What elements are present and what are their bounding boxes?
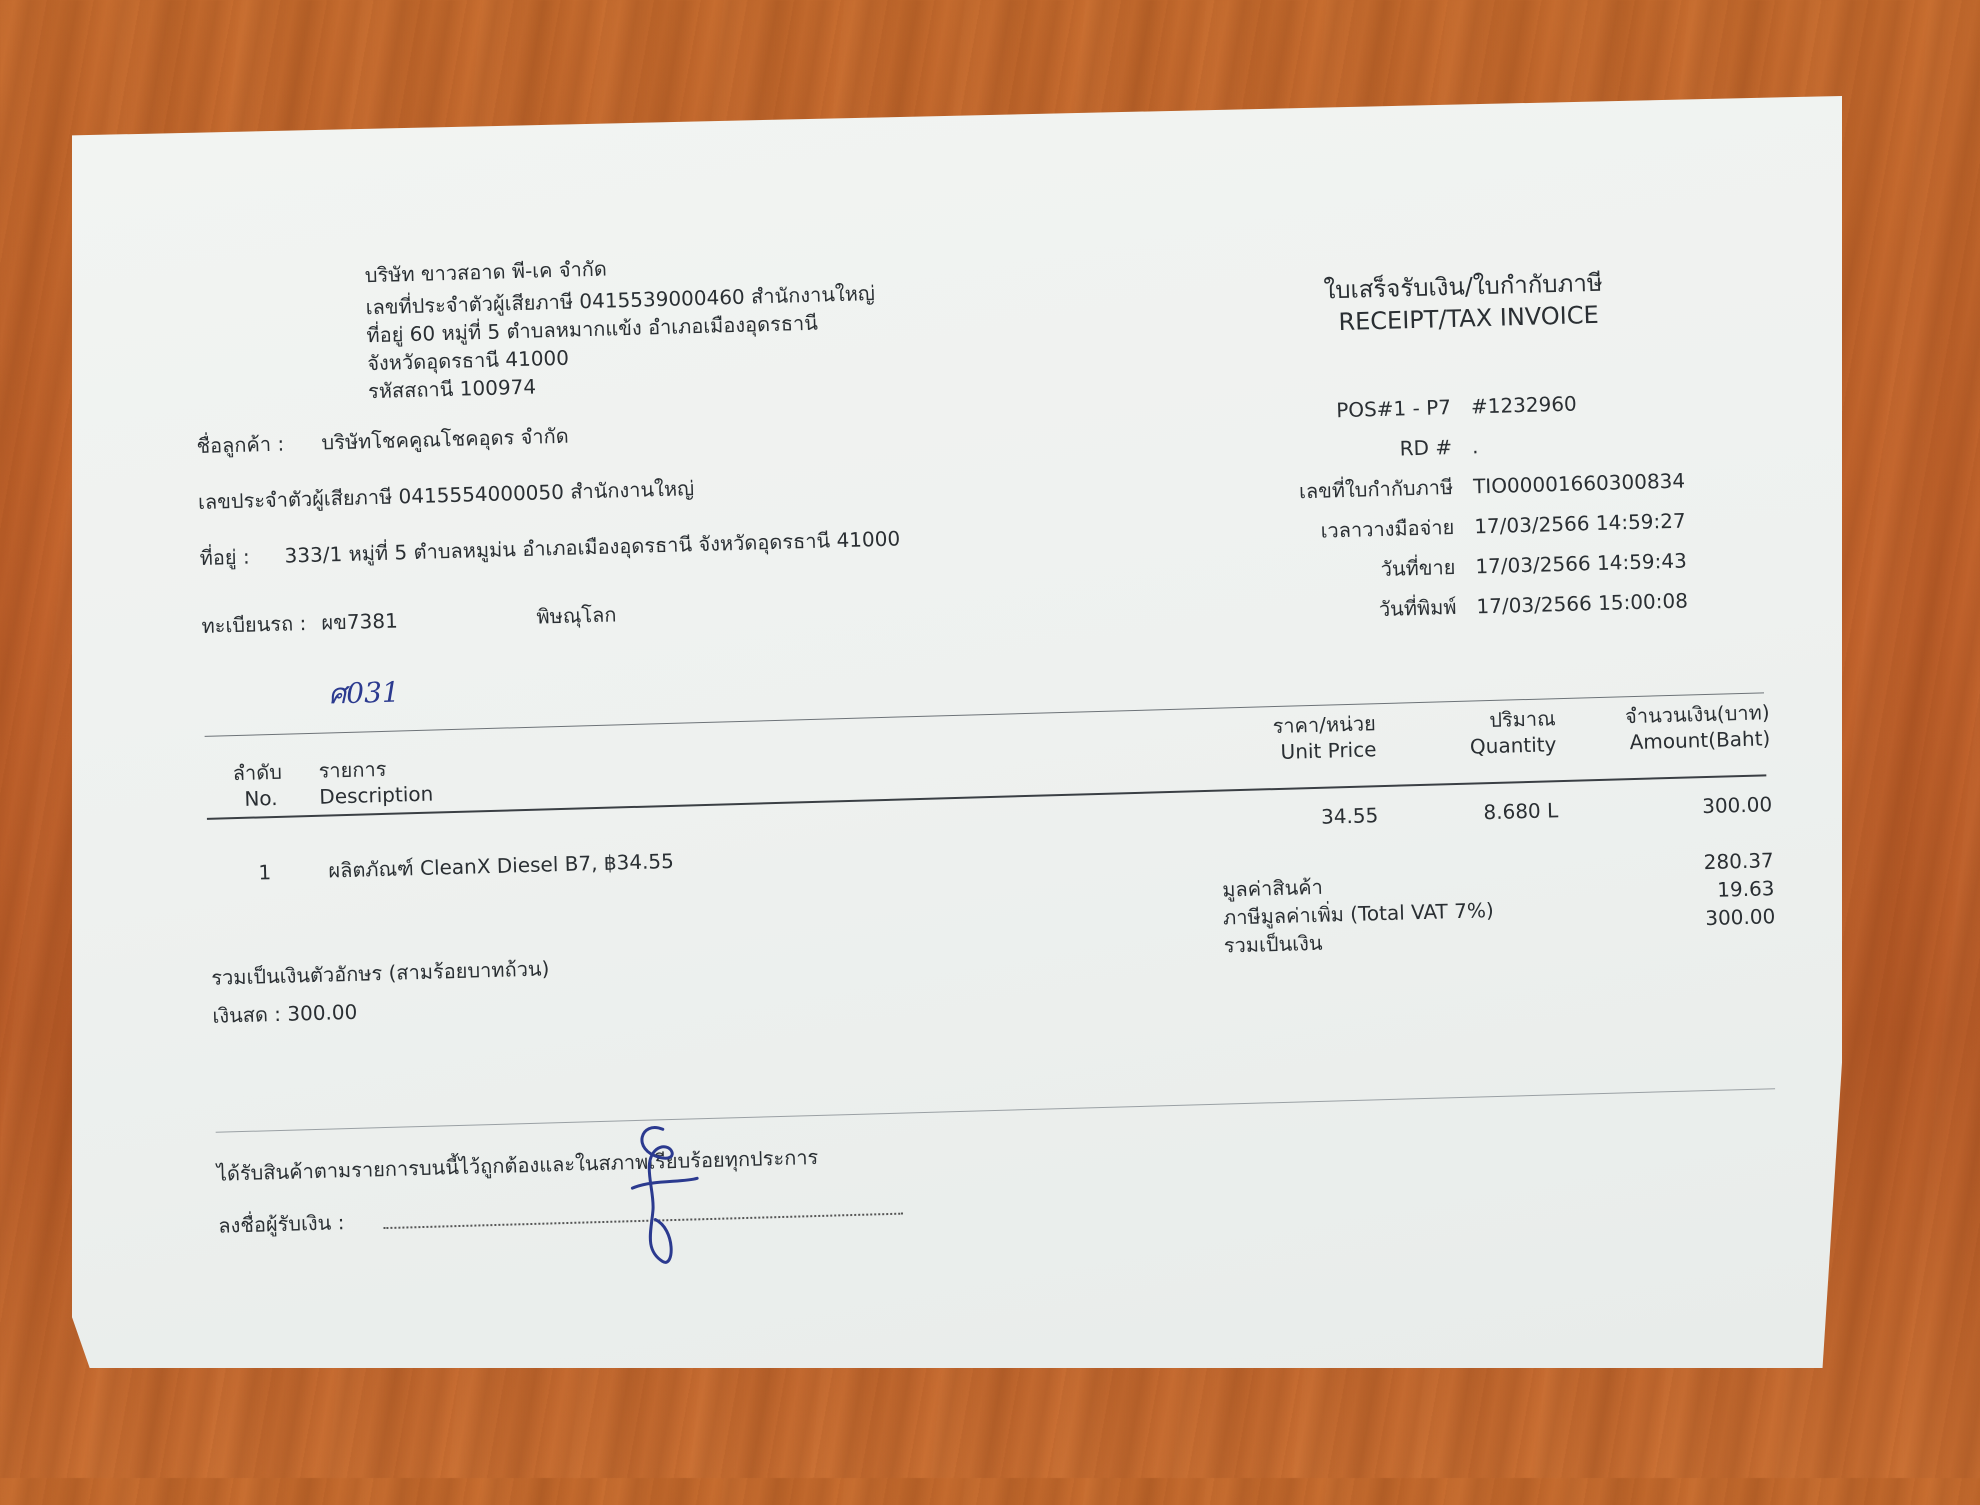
signature-mark (600, 1108, 714, 1271)
pos-value: #1232960 (1470, 391, 1578, 419)
amount-in-words: รวมเป็นเงินตัวอักษร (สามร้อยบาทถ้วน) (211, 956, 550, 990)
company-address-line2: จังหวัดอุดรธานี 41000 (366, 345, 570, 376)
pos-label: POS#1 - P7 (1335, 395, 1452, 423)
receipt-confirm-text: ได้รับสินค้าตามรายการบนนี้ไว้ถูกต้องและในสภาพเรียบร้อยทุกประการ (216, 1144, 819, 1186)
header-amount-th: จำนวนเงิน(บาท) (1624, 700, 1770, 729)
header-qty-th: ปริมาณ (1488, 706, 1556, 733)
row-amount: 300.00 (1701, 792, 1773, 819)
nozzle-time-label: เวลาวางมือจ่าย (1320, 514, 1455, 543)
header-no-th: ลำดับ (232, 759, 283, 786)
customer-name: บริษัทโชคคูณโชคอุดร จำกัด (321, 423, 569, 455)
doc-title-english: RECEIPT/TAX INVOICE (1338, 300, 1600, 337)
customer-address-label: ที่อยู่ : (199, 544, 250, 570)
print-date-label: วันที่พิมพ์ (1378, 594, 1457, 622)
customer-tax-id: เลขประจำตัวผู้เสียภาษี 0415554000050 สำนักงานใหญ่ (197, 476, 695, 515)
header-no-en: No. (244, 785, 278, 811)
header-price-en: Unit Price (1280, 737, 1377, 764)
sale-date-label: วันที่ขาย (1380, 554, 1456, 582)
header-amount-en: Amount(Baht) (1629, 726, 1771, 755)
signature-label: ลงชื่อผู้รับเงิน : (217, 1210, 345, 1238)
doc-title-thai: ใบเสร็จรับเงิน/ใบกำกับภาษี (1323, 268, 1604, 305)
company-tax-id: เลขที่ประจำตัวผู้เสียภาษี 0415539000460 สำนักงานใหญ่ (365, 281, 876, 320)
nozzle-time-value: 17/03/2566 14:59:27 (1473, 508, 1686, 539)
company-name: บริษัท ขาวสอาด พี-เค จำกัด (364, 256, 608, 288)
station-code: รหัสสถานี 100974 (367, 374, 537, 404)
sale-date-value: 17/03/2566 14:59:43 (1475, 548, 1688, 579)
vat-value: 19.63 (1716, 876, 1775, 902)
header-desc-th: รายการ (318, 756, 387, 783)
rd-label: RD # (1399, 434, 1453, 461)
cash-line: เงินสด : 300.00 (212, 999, 358, 1028)
plate-value: ผข7381 (321, 608, 399, 635)
header-qty-en: Quantity (1469, 732, 1557, 759)
footer-rule (216, 1088, 1775, 1133)
goods-value: 280.37 (1703, 848, 1775, 875)
row-description: ผลิตภัณฑ์ CleanX Diesel B7, ฿34.55 (328, 848, 675, 883)
row-quantity: 8.680 L (1483, 798, 1559, 825)
header-desc-en: Description (319, 781, 434, 809)
header-price-th: ราคา/หน่วย (1272, 711, 1377, 739)
tax-invoice-label: เลขที่ใบกำกับภาษี (1298, 474, 1454, 504)
row-no: 1 (258, 860, 272, 885)
plate-province: พิษณุโลก (536, 602, 617, 629)
grand-total-value: 300.00 (1704, 904, 1776, 931)
print-date-value: 17/03/2566 15:00:08 (1476, 588, 1689, 619)
grand-total-label: รวมเป็นเงิน (1223, 930, 1323, 958)
tax-invoice-value: TIO00001660300834 (1472, 468, 1686, 499)
plate-label: ทะเบียนรถ : (201, 611, 307, 638)
company-address-line1: ที่อยู่ 60 หมู่ที่ 5 ตำบลหมากแข้ง อำเภอเมืองอุดรธานี (366, 310, 819, 348)
customer-name-label: ชื่อลูกค้า : (196, 431, 285, 459)
customer-address: 333/1 หมู่ที่ 5 ตำบลหมูม่น อำเภอเมืองอุดรธานี จังหวัดอุดรธานี 41000 (284, 526, 901, 568)
handwritten-note: ศ031 (328, 675, 401, 711)
vat-label: ภาษีมูลค่าเพิ่ม (Total VAT 7%) (1222, 898, 1495, 930)
row-unit-price: 34.55 (1320, 803, 1379, 829)
rd-value: . (1471, 434, 1479, 459)
goods-value-label: มูลค่าสินค้า (1221, 874, 1324, 902)
